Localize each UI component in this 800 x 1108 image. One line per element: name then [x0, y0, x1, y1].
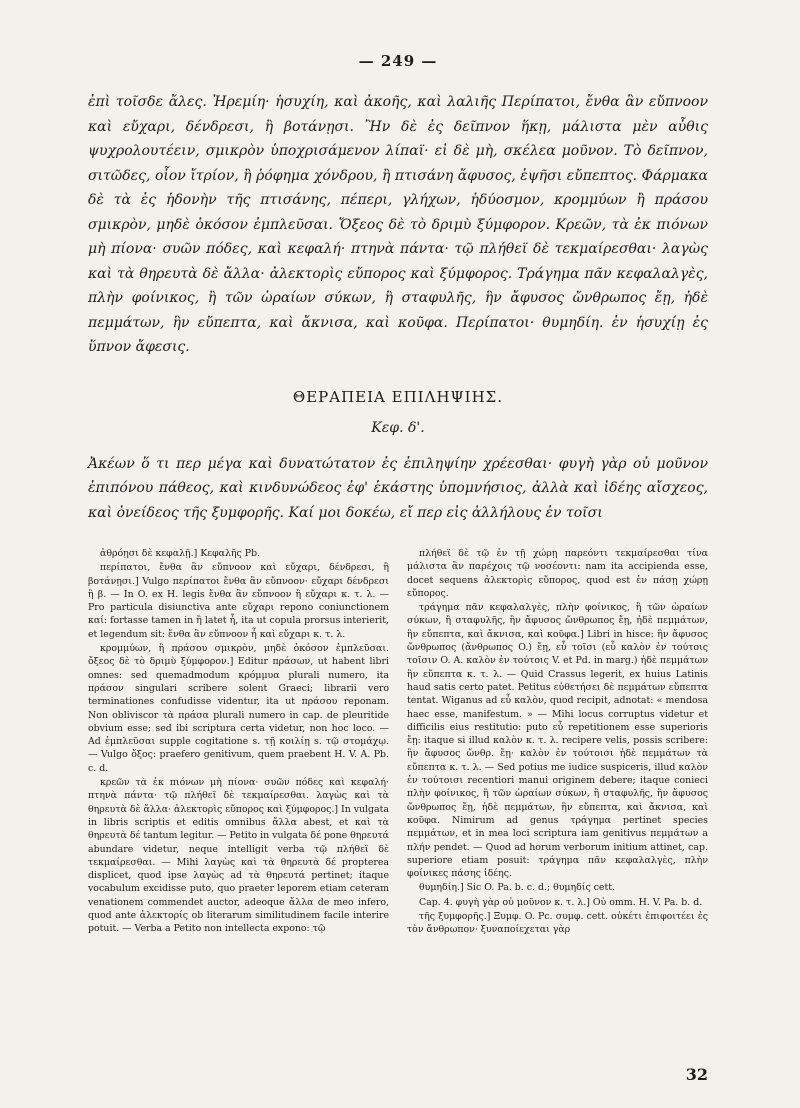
note-item: τράγημα πᾶν κεφαλαλγὲς, πλὴν φοίνικος, ἢ τῶν ὡραίων σύκων, ἢ σταφυλῆς, ἣν ἄφυσος ὤνθρωπος ἔῃ, ἠδὲ πεμμάτων, ἣν εὔπεπτα, καὶ ἄκνισα, καὶ κοῦφα.] Libri in hisce: ἣν ἄφυσος ὤνθρωπος (ἄνθρωπος O.) ἔῃ, εὖ τοῖσι (εὖ καλὸν ἐν τούτοις τοῖσιν O. A. καλὸν ἐν τούτοις V. et Pd. in marg.) ἠδὲ πεμμάτων ἢν εὔπεπτα κ. τ. λ. — Quid Crassus legerit, ex huius Latinis haud satis certo patet. Petitus εὐθετήσει δὲ πεμμάτων εὔπεπτα tentat. Wiganus ad εὖ καλὸν, quod recipit, adnotat: « mendosa haec esse, manifestum. » — Mihi locus corruptus videtur et difficilis eius restitutio: puto εὖ repetitionem esse superioris ἔῃ: itaque si illud καλὸν κ. τ. λ. recipere velis, possis scribere: ἣν ἄφυσος ὤνθρ. ἔῃ· καλὸν ἐν τούτοισι ἠδὲ πεμμάτων τὰ εὔπεπτα κ. τ. λ. — Sed potius me iudice suspiceris, illud καλὸν ἐν τούτοισι recentiori manui originem debere; itaque conieci πλὴν φοίνικος, ἢ τῶν ὡραίων σύκων, ἢ σταφυλῆς, ἣν ἄφυσος ὤνθρωπος ἔῃ, ἠδὲ πεμμάτων, ἣν εὔπεπτα, καὶ ἄκνισα, καὶ κοῦφα. Nimirum ad genus τράγημα pertinet species πεμμάτων, et in mea loci scriptura iam genitivus πεμμάτων a πλήν pendet. — Quod ad horum verborum initium attinet, cap. superiore etiam posuit: τράγημα πᾶν κεφαλαλγὲς, πλὴν φοίνικες πάσης ἰδέης. — [407, 602, 708, 880]
note-item: κρεῶν τὰ ἐκ πιόνων μὴ πίονα· συῶν πόδες καὶ κεφαλή· πτηνὰ πάντα· τῷ πλήθεϊ δὲ τεκμαίρεσθαι. λαγὼς καὶ τὰ θηρευτὰ δὲ ἄλλα· ἀλεκτορὶς εὔπορος καὶ ξύμφορος.] In vulgata in libris scriptis et editis omnibus ἄλλα abest, et καὶ τὰ θηρευτὰ δέ tantum legitur. — Petito in vulgata δέ pone θηρευτά abundare videtur, neque intelligit verba τῷ πλήθεϊ δὲ τεκμαίρεσθαι. — Mihi λαγὼς καὶ τὰ θηρευτὰ δέ propterea displicet, quod ipse λαγὼς ad τὰ θηρευτά pertinet; itaque vocabulum excidisse puto, quo praeter leporem etiam ceteram venationem commendet auctor, adeoque ἄλλα de meo infero, quod ante ἀλεκτορίς ob literarum similitudinem facile interire potuit. — Verba a Petito non intellecta expono: τῷ — [88, 777, 390, 935]
signature-mark: 32 — [685, 1065, 708, 1084]
note-item: πλήθεϊ δὲ τῷ ἐν τῇ χώρῃ παρεόντι τεκμαίρεσθαι τίνα μάλιστα ἂν παρέχοις τῷ νοσέοντι: nam ita accipienda esse, docet sequens ἀλεκτορὶς εὔπορος, quod est ἐν πάσῃ χώρῃ εὔπορος. — [407, 548, 708, 599]
note-item: Cap. 4. φυγὴ γὰρ οὐ μοῦνον κ. τ. λ.] Οὐ omm. H. V. Pa. b. d. — [419, 896, 703, 908]
critical-notes — [88, 547, 708, 938]
note-item: ἀθρόῃσι δὲ κεφαλῇ.] Κεφαλῆς Pb. — [100, 548, 261, 559]
book-page — [88, 52, 708, 1092]
main-paragraph-1: ἐπὶ τοῖσδε ἄλες. Ἠρεμίη· ἡσυχίη, καὶ ἀκοῆς, καὶ λαλιῆς Περίπατοι, ἔνθα ἂν εὔπνοον καὶ εὔχαρι, δένδρεσι, ἢ βοτάνῃσι. Ἢν δὲ ἐς δεῖπνον ἥκῃ, μάλιστα μὲν αὖθις ψυχρολουτέειν, σμικρὸν ὑποχρισάμενον λίπαϊ· εἰ δὲ μὴ, σκέλεα μοῦνον. Τὸ δεῖπνον, σιτῶδες, οἷον ἴτρίον, ἢ ῥόφημα χόνδρου, ἢ πτισάνη ἄφυσος, ἑψῆσι εὔπεπτος. Φάρμακα δὲ τὰ ἐς ἡδονὴν τῆς πτισάνης, πέπερι, γλήχων, ἡδύοσμον, κρομμύων ἢ πράσου σμικρὸν, μηδὲ ὁκόσον ἐμπλεῦσαι. Ὄξεος δὲ τὸ δριμὺ ξύμφορον. Κρεῶν, τὰ ἐκ πιόνων μὴ πίονα· συῶν πόδες, καὶ κεφαλή· πτηνὰ πάντα· τῷ πλήθεϊ δὲ τεκμαίρεσθαι· λαγὼς καὶ τὰ θηρευτὰ δὲ ἄλλα· ἀλεκτορὶς εὔπορος καὶ ξύμφορος. Τράγημα πᾶν κεφαλαλγὲς, πλὴν φοίνικος, ἢ τῶν ὡραίων σύκων, ἢ σταφυλῆς, ἣν ἄφυσος ὤνθρωπος ἔῃ, ἠδὲ πεμμάτων, ἣν εὔπεπτα, καὶ ἄκνισα, καὶ κοῦφα. Περίπατοι· θυμηδίη. ἐν ἡσυχίῃ ἐς ὕπνον ἄφεσις. — [88, 94, 708, 355]
main-text — [88, 90, 708, 525]
main-paragraph-2: Ἀκέων ὅ τι περ μέγα καὶ δυνατώτατον ἐς ἐπιληψίην χρέεσθαι· φυγὴ γὰρ οὐ μοῦνον ἐπιπόνου πάθεος, καὶ κινδυνώδεος ἐφ' ἑκάστης ὑπομνήσιος, ἀλλὰ καὶ ἰδέης αἴσχεος, καὶ ὀνείδεος τῆς ξυμφορῆς. Καί μοι δοκέω, εἴ περ εἰς ἀλλήλους ἐν τοῖσι — [88, 455, 708, 521]
section-title: ΘΕΡΑΠΕΙΑ ΕΠΙΛΗΨΙΗΣ. — [292, 387, 504, 406]
note-item: θυμηδίη.] Sic O. Pa. b. c. d.; θυμηδίς cett. — [419, 882, 615, 894]
page-number: — 249 — — [358, 52, 438, 70]
notes-right-column — [407, 547, 708, 938]
note-item: κρομμύων, ἢ πράσου σμικρὸν, μηδὲ ὁκόσον ἐμπλεῦσαι. ὄξεος δὲ τὸ δριμὺ ξύμφορον.] Editur πράσων, ut habent libri omnes: sed quemadmodum κρόμμυα plurali numero, ita πράσον singulari scribere solent Graeci; librarii vero terminationes confudisse videntur, ita ut πράσου reponam. Non obliviscor τὰ πράσα plurali numero in cap. de pleuritide obvium esse; sed ibi scriptura certa videtur, non hoc loco. — Ad ἐμπλεῦσαι supple cogitatione s. τῇ κοιλίῃ s. τῷ στομάχῳ. — Vulgo ὄξος: praefero genitivum, quem praebent H. V. A. Pb. c. d. — [88, 643, 389, 774]
chapter-title: Κεφ. δ'. — [371, 419, 425, 436]
notes-left-column — [88, 547, 389, 938]
note-item: περίπατοι, ἔνθα ἂν εὔπνοον καὶ εὔχαρι, δένδρεσι, ἢ βοτάνῃσι.] Vulgo περίπατοι ἔνθα ἂν εὔπνοον· εὔχαρι δένδρεσι ἢ β. — In O. ex H. legis ἔνθα ἂν εὔπνοον ἢ εὔχαρι κ. τ. λ. — Pro particula disiunctiva ante εὔχαρι repono coniunctionem καί: fortasse tamen in ἢ latet ἦ, ita ut copula prorsus interierit, et legendum sit: ἔνθα ἂν εὔπνοον ἦ καὶ εὔχαρι κ. τ. λ. — [88, 562, 389, 640]
note-item: τῆς ξυμφορῆς.] Ξυμφ. O. Pc. συμφ. cett. οὐκέτι ἐπιφοιτέει ἐς τὸν ἄνθρωπον· ξυναποίεχεται γὰρ — [407, 911, 708, 936]
